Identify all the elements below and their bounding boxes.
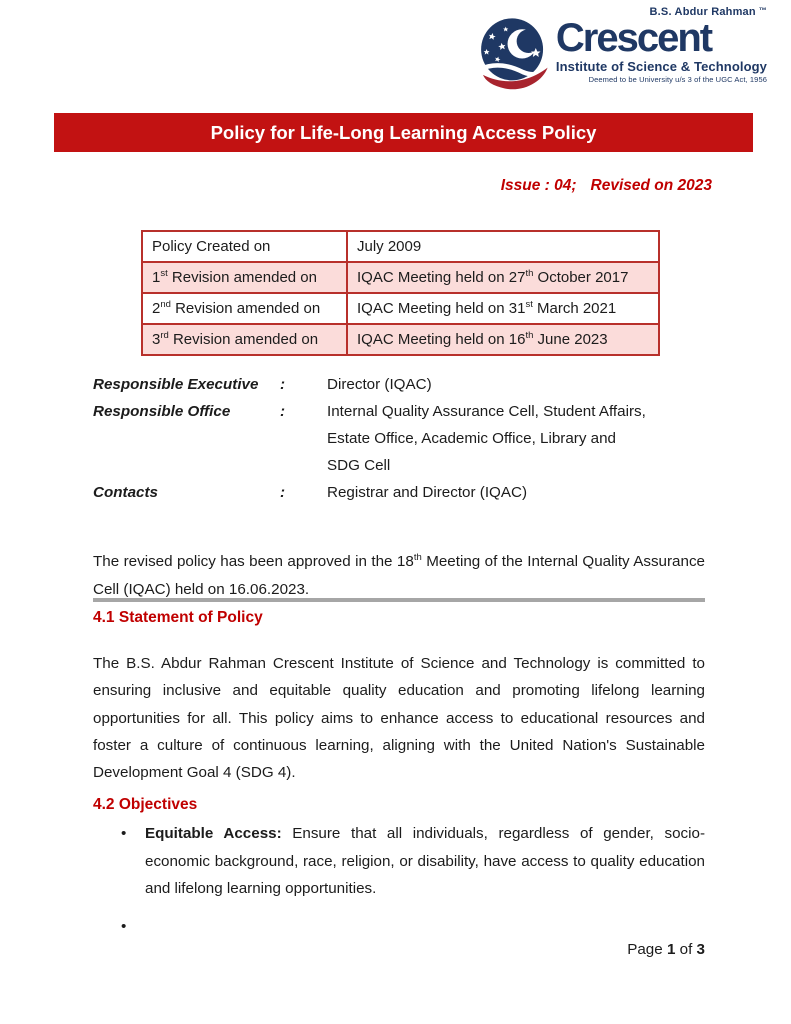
page-number-footer: [93, 941, 705, 958]
bullet-text: [145, 913, 705, 941]
bullet-icon: •: [121, 825, 127, 842]
responsible-office-label: Responsible Office: [93, 403, 231, 420]
table-cell-value: July 2009: [347, 231, 659, 262]
page-number: 1: [666, 941, 676, 958]
issue-number: Issue : 04;: [500, 177, 577, 194]
issue-revision-line: [93, 177, 712, 195]
table-row: [142, 262, 659, 293]
of-word: of: [679, 941, 693, 958]
page-total: 3: [696, 941, 705, 958]
table-cell-value: IQAC Meeting held on 16th June 2023: [347, 324, 659, 355]
objectives-bullet-list: [93, 820, 705, 940]
contacts-label: Contacts: [93, 484, 158, 501]
bullet-text: Equitable Access: Ensure that all individuals, regardless of gender, socio-economic background, race, religion, or disability, have access to quality education and lifelong learning opportunities.: [145, 825, 705, 897]
responsibility-block: [93, 371, 712, 506]
responsible-executive-label: Responsible Executive: [93, 376, 259, 393]
page-word: Page: [627, 941, 663, 958]
table-cell-label: Policy Created on: [142, 231, 347, 262]
logo-brand-name: Crescent: [555, 16, 712, 60]
table-row: [142, 231, 659, 262]
colon-separator: :: [280, 484, 286, 501]
colon-separator: :: [280, 403, 286, 420]
table-row: [142, 324, 659, 355]
table-cell-label: 1st Revision amended on: [142, 262, 347, 293]
logo-brand-top-text: B.S. Abdur Rahman: [649, 6, 756, 18]
section-divider-rule: [93, 598, 705, 602]
contacts-row: [93, 479, 712, 506]
table-row: [142, 293, 659, 324]
logo-text-block: [556, 6, 767, 84]
list-item: [93, 820, 705, 903]
bullet-icon: •: [121, 917, 127, 935]
list-item: [93, 913, 705, 941]
table-cell-value: IQAC Meeting held on 27th October 2017: [347, 262, 659, 293]
statement-of-policy-heading: 4.1 Statement of Policy: [93, 609, 263, 626]
crescent-moon-stars-logo-icon: [472, 6, 554, 92]
responsible-office-row: [93, 398, 712, 479]
responsible-executive-row: [93, 371, 712, 398]
trademark-symbol: ™: [758, 6, 767, 15]
colon-separator: :: [280, 376, 286, 393]
table-cell-label: 3rd Revision amended on: [142, 324, 347, 355]
logo-brand-subtitle: Institute of Science & Technology: [555, 58, 767, 74]
objectives-heading: 4.2 Objectives: [93, 796, 198, 813]
responsible-executive-value: Director (IQAC): [327, 376, 432, 393]
revised-on: Revised on 2023: [590, 177, 712, 194]
document-title-banner: Policy for Life-Long Learning Access Policy: [54, 113, 753, 152]
contacts-value: Registrar and Director (IQAC): [327, 484, 528, 501]
approval-paragraph: The revised policy has been approved in the 18th Meeting of the Internal Quality Assurance Cell (IQAC) held on 16.06.2023.: [93, 552, 705, 598]
statement-of-policy-body: The B.S. Abdur Rahman Crescent Institute of Science and Technology is committed to ensuring inclusive and equitable quality education and promoting lifelong learning opportunities for all. This policy aims to enhance access to educational resources and foster a culture of continuous learning, aligning with the United Nation's Sustainable Development Goal 4 (SDG 4).: [93, 655, 705, 782]
table-cell-label: 2nd Revision amended on: [142, 293, 347, 324]
institution-logo: [472, 6, 767, 92]
logo-tagline: Deemed to be University u/s 3 of the UGC Act, 1956: [588, 74, 767, 84]
revision-history-table: [141, 230, 660, 356]
table-cell-value: IQAC Meeting held on 31st March 2021: [347, 293, 659, 324]
responsible-office-value: Internal Quality Assurance Cell, Student Affairs, Estate Office, Academic Office, Library and SDG Cell: [327, 403, 646, 474]
